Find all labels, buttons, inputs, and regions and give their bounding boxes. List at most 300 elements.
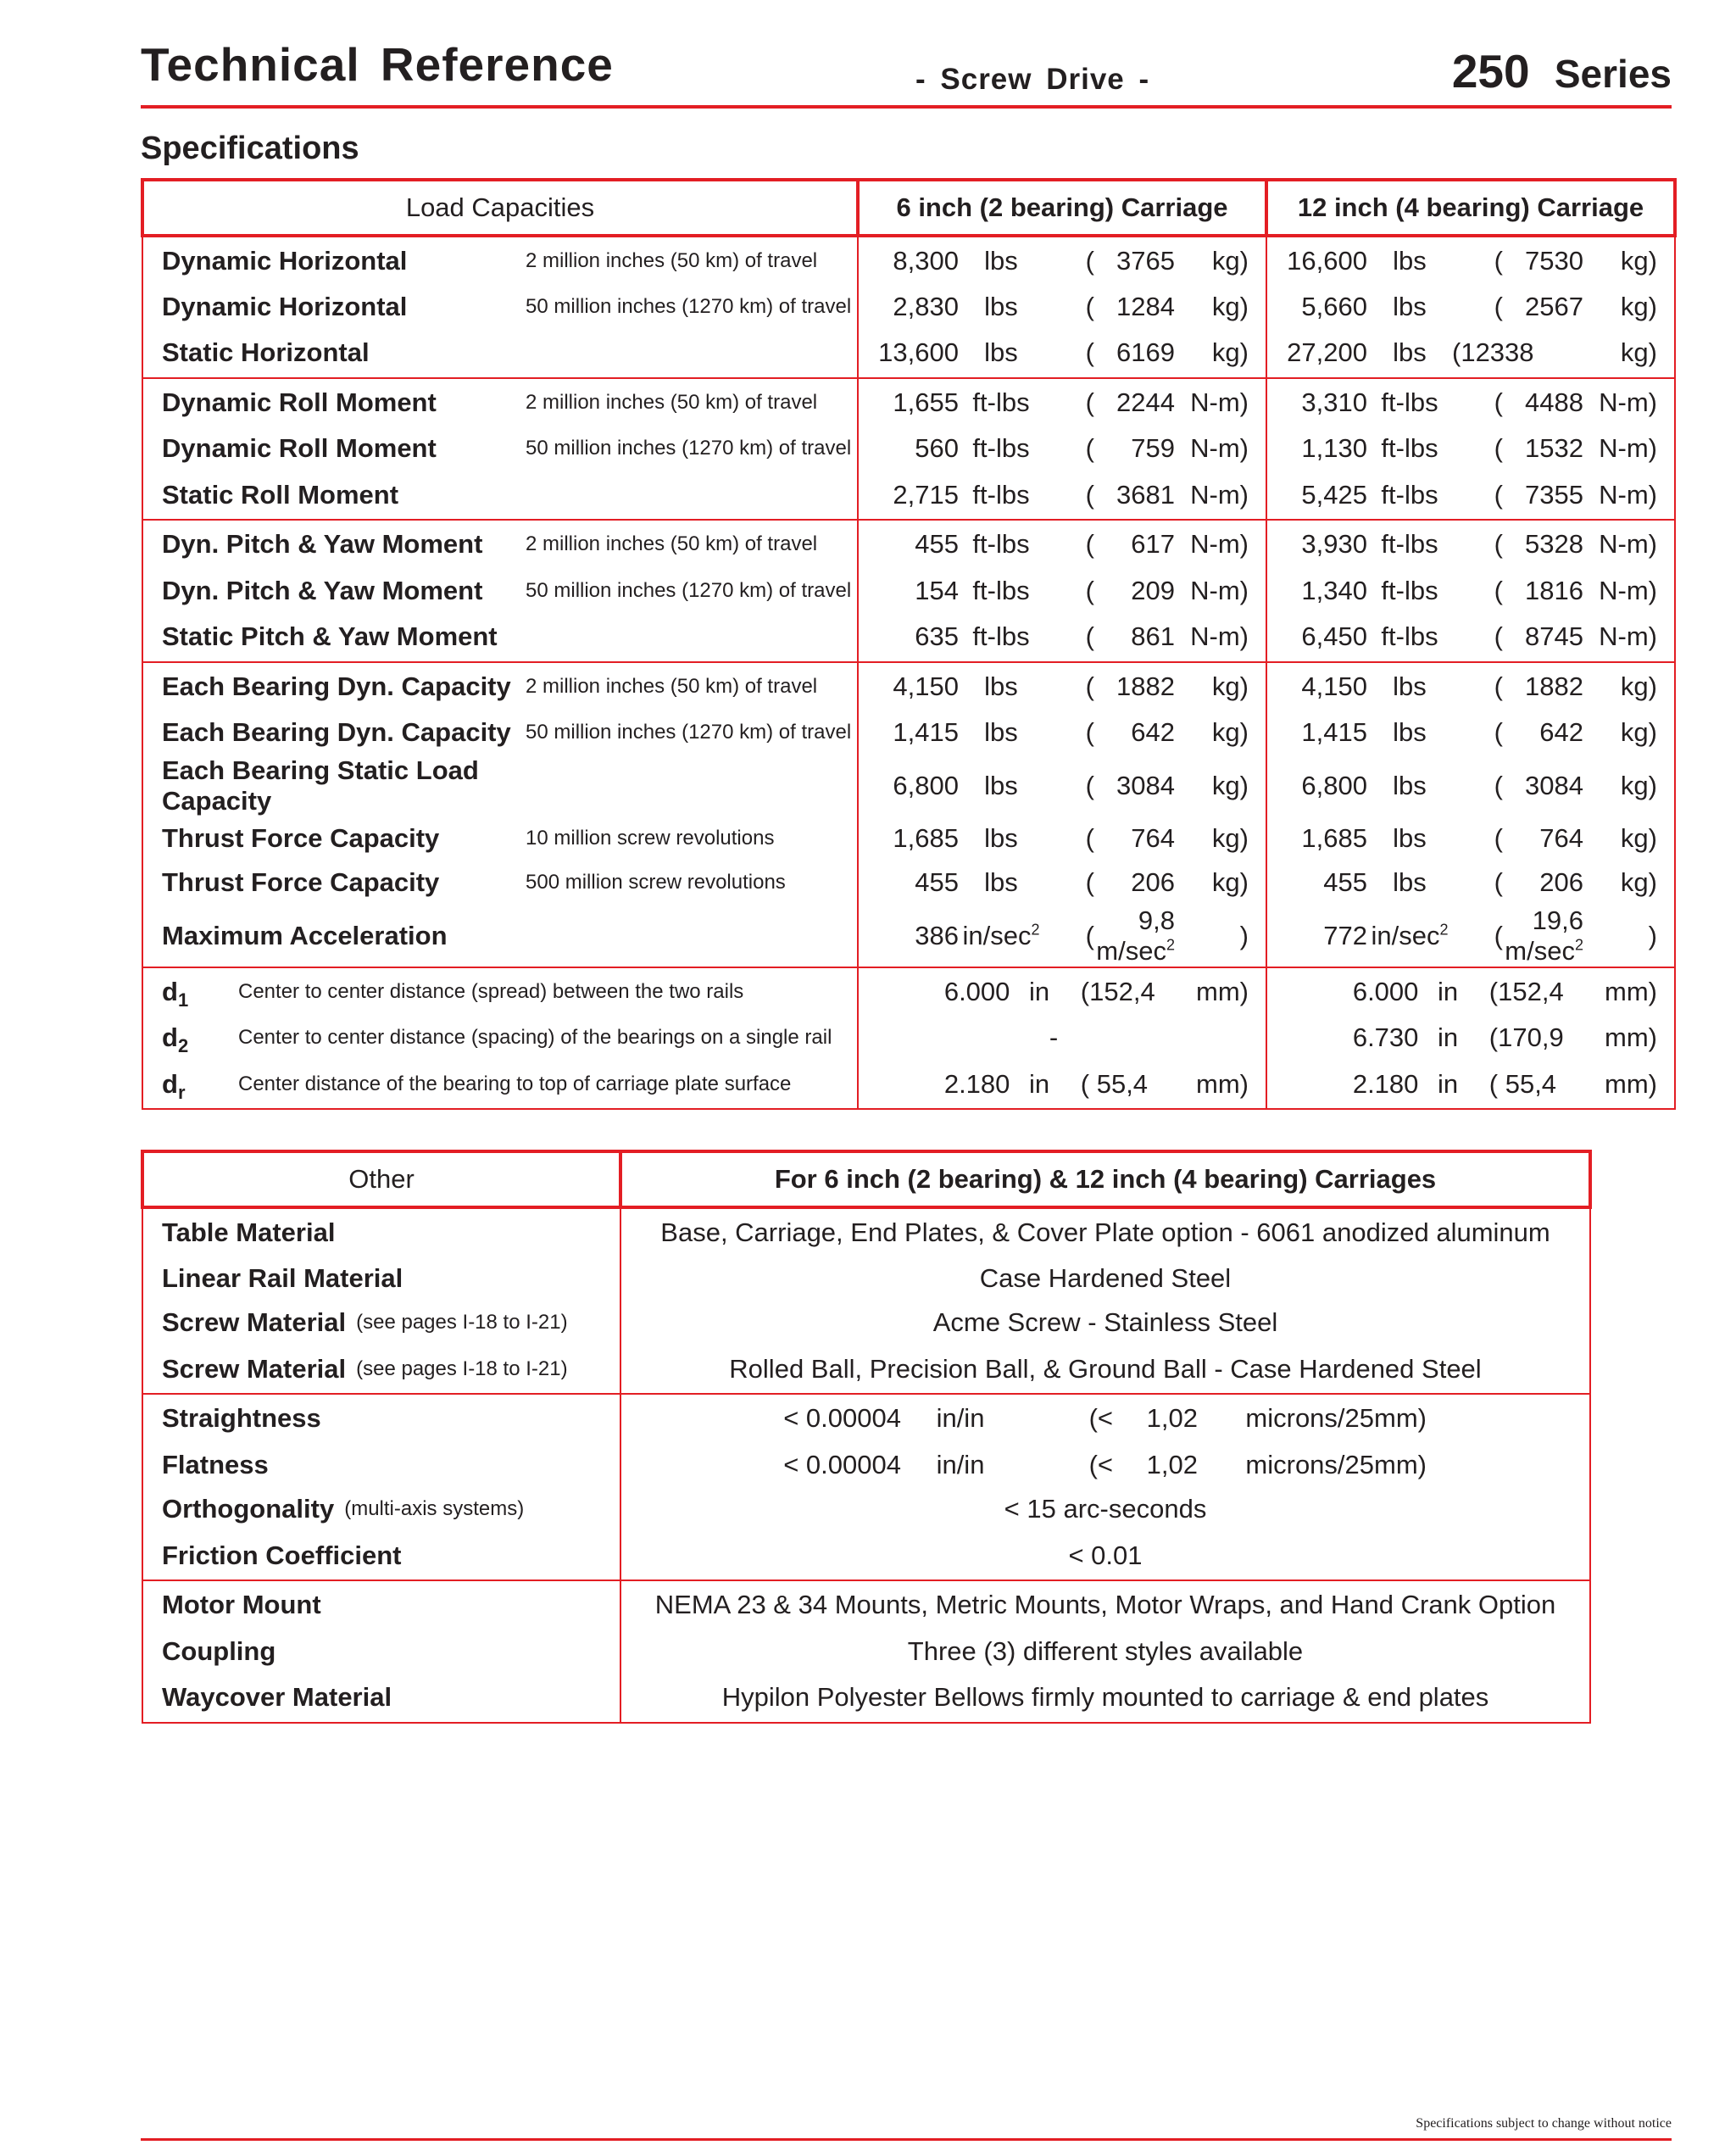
value-part: $in/\sec^2$ bbox=[962, 920, 1040, 950]
value-part: ( bbox=[1494, 621, 1503, 652]
row-label-cell bbox=[142, 378, 858, 427]
value-part: 5,660 bbox=[1301, 291, 1367, 321]
header-rule bbox=[141, 105, 1672, 109]
row-note: 50 million inches (1270 km) of travel bbox=[526, 578, 852, 602]
row-note: 50 million inches (1270 km) of travel bbox=[526, 294, 852, 318]
value-part: < 0.00004 bbox=[783, 1449, 901, 1479]
value-part: (170,9 bbox=[1488, 1022, 1564, 1053]
value-part: 206 bbox=[1539, 867, 1583, 898]
cell-12inch bbox=[1266, 967, 1675, 1017]
value-part: 4488 bbox=[1525, 387, 1583, 417]
table-row bbox=[142, 285, 1675, 330]
value-part: 4,150 bbox=[893, 671, 959, 701]
value-part: ( bbox=[1494, 529, 1503, 560]
label-group bbox=[162, 387, 857, 418]
row-value-cell bbox=[620, 1207, 1590, 1256]
value-part: 7355 bbox=[1525, 479, 1583, 510]
value-part: 560 bbox=[915, 433, 959, 464]
other-specs-table bbox=[141, 1150, 1592, 1724]
row-label-cell bbox=[142, 1394, 620, 1443]
value-group bbox=[859, 867, 1266, 898]
value-part: $in/\sec^2$ bbox=[1371, 920, 1449, 950]
value-part: 3,310 bbox=[1301, 387, 1367, 417]
value-part: N-m) bbox=[1190, 575, 1249, 605]
table-header-row bbox=[142, 1151, 1590, 1207]
value-part: 455 bbox=[915, 867, 959, 898]
value-group bbox=[859, 576, 1266, 606]
cell-12inch bbox=[1266, 520, 1675, 569]
value-part: kg) bbox=[1620, 822, 1657, 853]
table-row bbox=[142, 1580, 1590, 1630]
row-label: Static Horizontal bbox=[162, 337, 370, 368]
row-label: Flatness bbox=[162, 1449, 269, 1479]
label-group bbox=[162, 1403, 620, 1434]
value-part: 8,300 bbox=[893, 245, 959, 276]
value-part: ( bbox=[1494, 479, 1503, 510]
row-label: Dynamic Horizontal bbox=[162, 291, 408, 321]
label-group bbox=[162, 1022, 857, 1057]
value-part: lbs bbox=[1393, 717, 1427, 748]
row-value: Hypilon Polyester Bellows firmly mounted to carriage & end plates bbox=[721, 1682, 1489, 1713]
row-label: Dynamic Roll Moment bbox=[162, 433, 437, 464]
row-label-cell bbox=[142, 1443, 620, 1488]
value-part: ft-lbs bbox=[1381, 387, 1438, 417]
value-part: 1532 bbox=[1525, 433, 1583, 464]
row-label: Static Roll Moment bbox=[162, 479, 399, 510]
value-part: ft-lbs bbox=[972, 575, 1030, 605]
value-part: ( bbox=[1085, 717, 1094, 748]
label-group bbox=[162, 1068, 857, 1103]
label-group bbox=[162, 1494, 620, 1524]
distance-letter: d bbox=[162, 1068, 178, 1099]
cell-6inch bbox=[858, 755, 1266, 816]
value-part: lbs bbox=[984, 671, 1018, 701]
value-part: 1,685 bbox=[1301, 822, 1367, 853]
value-part: ( bbox=[1494, 671, 1503, 701]
value-group bbox=[621, 1403, 1649, 1434]
value-part: mm) bbox=[1605, 1068, 1657, 1099]
value-part: 7530 bbox=[1525, 245, 1583, 276]
value-part: mm) bbox=[1605, 1022, 1657, 1053]
page-subtitle: - Screw Drive - bbox=[915, 63, 1150, 96]
value-part: ( bbox=[1085, 245, 1094, 276]
header-carriages: For 6 inch (2 bearing) & 12 inch (4 bearing) Carriages bbox=[620, 1151, 1590, 1207]
value-part: in bbox=[1029, 1068, 1050, 1099]
value-part: 5,425 bbox=[1301, 479, 1367, 510]
label-group bbox=[162, 867, 857, 898]
value-dash: - bbox=[1049, 1022, 1059, 1053]
value-part: kg) bbox=[1211, 671, 1249, 701]
value-part: ( bbox=[1085, 867, 1094, 898]
row-value-cell bbox=[620, 1487, 1590, 1532]
row-label: Dyn. Pitch & Yaw Moment bbox=[162, 575, 483, 605]
cell-12inch bbox=[1266, 816, 1675, 861]
row-label: Maximum Acceleration bbox=[162, 920, 448, 950]
row-value: NEMA 23 & 34 Mounts, Metric Mounts, Motor Wraps, and Hand Crank Option bbox=[654, 1590, 1556, 1620]
value-part: in/in bbox=[936, 1403, 985, 1434]
value-part: 3681 bbox=[1116, 479, 1175, 510]
value-group bbox=[1267, 905, 1674, 967]
cell-12inch bbox=[1266, 1061, 1675, 1110]
superscript: 2 bbox=[1439, 921, 1449, 939]
label-group bbox=[162, 621, 857, 652]
value-part: kg) bbox=[1211, 867, 1249, 898]
row-label-cell bbox=[142, 471, 858, 521]
value-group bbox=[1267, 717, 1674, 748]
value-part: ( bbox=[1085, 822, 1094, 853]
value-part: 1882 bbox=[1116, 671, 1175, 701]
row-label: Orthogonality bbox=[162, 1494, 335, 1524]
row-note: 2 million inches (50 km) of travel bbox=[526, 674, 818, 698]
value-group bbox=[1267, 977, 1674, 1007]
row-label: Motor Mount bbox=[162, 1590, 321, 1620]
value-part: lbs bbox=[984, 822, 1018, 853]
row-note: 10 million screw revolutions bbox=[526, 826, 775, 850]
value-group bbox=[1267, 480, 1674, 510]
cell-12inch bbox=[1266, 426, 1675, 471]
row-label: Dyn. Pitch & Yaw Moment bbox=[162, 529, 483, 560]
value-part: 2244 bbox=[1116, 387, 1175, 417]
value-part: 1,340 bbox=[1301, 575, 1367, 605]
cell-12inch bbox=[1266, 662, 1675, 711]
value-part: 6,450 bbox=[1301, 621, 1367, 652]
row-label-cell bbox=[142, 816, 858, 861]
distance-label-cell bbox=[142, 967, 858, 1017]
row-label-cell bbox=[142, 285, 858, 330]
value-part: (< bbox=[1088, 1449, 1113, 1479]
value-part: ft-lbs bbox=[972, 529, 1030, 560]
cell-12inch bbox=[1266, 613, 1675, 662]
row-label-cell bbox=[142, 755, 858, 816]
value-group bbox=[1267, 671, 1674, 702]
page-title: Technical Reference bbox=[141, 38, 614, 91]
cell-6inch bbox=[858, 662, 1266, 711]
row-note: 2 million inches (50 km) of travel bbox=[526, 390, 818, 414]
distance-description: Center to center distance (spread) between the two rails bbox=[238, 979, 744, 1003]
value-part: 642 bbox=[1539, 717, 1583, 748]
row-label: Waycover Material bbox=[162, 1682, 392, 1713]
value-part: lbs bbox=[1393, 770, 1427, 800]
label-group bbox=[162, 337, 857, 368]
row-label-cell bbox=[142, 329, 858, 378]
value-part: ( bbox=[1085, 337, 1094, 368]
value-group bbox=[859, 671, 1266, 702]
value-part: ( bbox=[1494, 245, 1503, 276]
value-part: kg) bbox=[1620, 245, 1657, 276]
table-row bbox=[142, 755, 1675, 816]
cell-6inch bbox=[858, 710, 1266, 755]
row-value: Acme Screw - Stainless Steel bbox=[932, 1307, 1278, 1338]
value-part: lbs bbox=[1393, 245, 1427, 276]
row-label: Static Pitch & Yaw Moment bbox=[162, 621, 498, 652]
distance-subscript: r bbox=[177, 1081, 186, 1103]
value-part: kg) bbox=[1211, 770, 1249, 800]
distance-row bbox=[142, 1016, 1675, 1061]
row-label: Screw Material bbox=[162, 1307, 347, 1338]
cell-6inch bbox=[858, 569, 1266, 614]
value-group bbox=[859, 621, 1266, 652]
label-group bbox=[162, 755, 857, 816]
value-group bbox=[859, 292, 1266, 322]
row-value-cell bbox=[620, 1301, 1590, 1346]
value-part: lbs bbox=[1393, 671, 1427, 701]
superscript: 2 bbox=[1574, 936, 1583, 954]
value-group bbox=[1267, 867, 1674, 898]
value-part: ) bbox=[1648, 920, 1657, 950]
value-part: ( bbox=[1085, 479, 1094, 510]
distance-description: Center to center distance (spacing) of the bearings on a single rail bbox=[238, 1026, 832, 1050]
value-part: ( bbox=[1494, 822, 1503, 853]
value-part: N-m) bbox=[1190, 479, 1249, 510]
value-part: 764 bbox=[1539, 822, 1583, 853]
value-part: 209 bbox=[1131, 575, 1175, 605]
value-part: ( 55,4 bbox=[1488, 1068, 1557, 1099]
series-number: 250 bbox=[1451, 45, 1530, 98]
value-group bbox=[859, 337, 1266, 368]
cell-12inch bbox=[1266, 236, 1675, 285]
value-part: ft-lbs bbox=[972, 433, 1030, 464]
row-label: Thrust Force Capacity bbox=[162, 867, 440, 898]
cell-12inch bbox=[1266, 905, 1675, 967]
row-label: Each Bearing Dyn. Capacity bbox=[162, 671, 511, 701]
cell-12inch bbox=[1266, 569, 1675, 614]
value-part: 3765 bbox=[1116, 245, 1175, 276]
table-row bbox=[142, 236, 1675, 285]
row-label: Thrust Force Capacity bbox=[162, 822, 440, 853]
value-part: ( bbox=[1494, 867, 1503, 898]
value-part: lbs bbox=[984, 291, 1018, 321]
row-value: Base, Carriage, End Plates, & Cover Plate option - 6061 anodized aluminum bbox=[660, 1217, 1550, 1247]
label-group bbox=[162, 1540, 620, 1571]
cell-6inch bbox=[858, 426, 1266, 471]
value-part: lbs bbox=[1393, 337, 1427, 368]
section-heading: Specifications bbox=[141, 131, 359, 166]
value-part: 19,6 $m/\sec^2$ bbox=[1505, 905, 1583, 966]
label-group bbox=[162, 921, 857, 951]
row-label-cell bbox=[142, 905, 858, 967]
label-group bbox=[162, 576, 857, 606]
value-part: 1284 bbox=[1116, 291, 1175, 321]
cell-6inch bbox=[858, 613, 1266, 662]
value-part: 4,150 bbox=[1301, 671, 1367, 701]
value-group bbox=[859, 1022, 1266, 1053]
value-part: (< bbox=[1088, 1403, 1113, 1434]
value-part: (152,4 bbox=[1080, 976, 1155, 1006]
cell-12inch bbox=[1266, 285, 1675, 330]
value-part: ( bbox=[1494, 433, 1503, 464]
value-part: kg) bbox=[1620, 770, 1657, 800]
value-part: (12338 bbox=[1452, 337, 1534, 368]
value-group bbox=[859, 246, 1266, 276]
value-part: 1,655 bbox=[893, 387, 959, 417]
row-value-cell bbox=[620, 1256, 1590, 1301]
value-part: kg) bbox=[1620, 867, 1657, 898]
distance-letter: d bbox=[162, 1022, 178, 1053]
value-part: in/in bbox=[936, 1449, 985, 1479]
superscript: 2 bbox=[1031, 921, 1040, 939]
row-label: Dynamic Roll Moment bbox=[162, 387, 437, 417]
value-group bbox=[1267, 387, 1674, 418]
distance-label-cell bbox=[142, 1016, 858, 1061]
label-group bbox=[162, 529, 857, 560]
value-part: in bbox=[1438, 1022, 1459, 1053]
value-part: N-m) bbox=[1599, 575, 1657, 605]
value-part: kg) bbox=[1211, 822, 1249, 853]
table-row bbox=[142, 1630, 1590, 1674]
value-part: N-m) bbox=[1190, 387, 1249, 417]
value-part: ft-lbs bbox=[1381, 621, 1438, 652]
value-part: ft-lbs bbox=[972, 479, 1030, 510]
value-part: 2,715 bbox=[893, 479, 959, 510]
value-part: 2.180 bbox=[1352, 1068, 1419, 1099]
value-part: 2.180 bbox=[943, 1068, 1010, 1099]
row-note: 2 million inches (50 km) of travel bbox=[526, 248, 818, 272]
row-label-cell bbox=[142, 1207, 620, 1256]
header-load-capacities: Load Capacities bbox=[142, 180, 858, 236]
value-part: kg) bbox=[1620, 291, 1657, 321]
row-note: (multi-axis systems) bbox=[344, 1497, 525, 1521]
distance-label-cell bbox=[142, 1061, 858, 1110]
value-part: 6169 bbox=[1116, 337, 1175, 368]
value-part: 13,600 bbox=[878, 337, 959, 368]
cell-12inch bbox=[1266, 1016, 1675, 1061]
label-group bbox=[162, 671, 857, 702]
table-row bbox=[142, 1207, 1590, 1256]
value-part: 154 bbox=[915, 575, 959, 605]
value-part: 861 bbox=[1131, 621, 1175, 652]
value-group bbox=[1267, 246, 1674, 276]
row-label: Each Bearing Static Load Capacity bbox=[162, 755, 479, 816]
value-part: ( bbox=[1085, 920, 1094, 950]
value-part: 764 bbox=[1131, 822, 1175, 853]
label-group bbox=[162, 433, 857, 464]
value-part: N-m) bbox=[1599, 621, 1657, 652]
label-group bbox=[162, 246, 857, 276]
value-group bbox=[1267, 1022, 1674, 1053]
value-part: 1,130 bbox=[1301, 433, 1367, 464]
distance-row bbox=[142, 967, 1675, 1017]
value-part: < 0.00004 bbox=[783, 1403, 901, 1434]
label-group bbox=[162, 1590, 620, 1620]
row-note: 50 million inches (1270 km) of travel bbox=[526, 437, 852, 460]
footer-rule bbox=[141, 2138, 1672, 2141]
value-part: in bbox=[1438, 1068, 1459, 1099]
value-part: kg) bbox=[1211, 337, 1249, 368]
row-label-cell bbox=[142, 710, 858, 755]
value-group bbox=[859, 1069, 1266, 1100]
value-part: mm) bbox=[1196, 1068, 1249, 1099]
row-note: (see pages I-18 to I-21) bbox=[356, 1311, 568, 1334]
value-part: 6.730 bbox=[1352, 1022, 1419, 1053]
value-part: 759 bbox=[1131, 433, 1175, 464]
value-part: kg) bbox=[1211, 245, 1249, 276]
header-12inch-carriage: 12 inch (4 bearing) Carriage bbox=[1266, 180, 1675, 236]
value-group bbox=[859, 387, 1266, 418]
value-part: ( bbox=[1085, 621, 1094, 652]
row-value-cell bbox=[620, 1674, 1590, 1723]
label-group bbox=[162, 1263, 620, 1294]
label-group bbox=[162, 1307, 620, 1338]
row-label-cell bbox=[142, 1532, 620, 1581]
value-part: lbs bbox=[1393, 822, 1427, 853]
value-part: 6.000 bbox=[943, 976, 1010, 1006]
distance-symbol bbox=[162, 1068, 238, 1103]
value-part: 6,800 bbox=[1301, 770, 1367, 800]
load-capacities-table bbox=[141, 178, 1677, 1110]
cell-12inch bbox=[1266, 471, 1675, 521]
value-part: ft-lbs bbox=[1381, 575, 1438, 605]
cell-12inch bbox=[1266, 378, 1675, 427]
superscript: 2 bbox=[1166, 936, 1175, 954]
value-part: 3084 bbox=[1525, 770, 1583, 800]
distance-letter: d bbox=[162, 976, 178, 1006]
value-part: in bbox=[1029, 976, 1050, 1006]
value-group bbox=[1267, 337, 1674, 368]
row-label-cell bbox=[142, 1580, 620, 1630]
value-group bbox=[1267, 433, 1674, 464]
row-label: Friction Coefficient bbox=[162, 1540, 402, 1570]
value-part: N-m) bbox=[1190, 529, 1249, 560]
value-part: 9,8 $m/\sec^2$ bbox=[1096, 905, 1175, 966]
value-part: kg) bbox=[1620, 671, 1657, 701]
row-note: 2 million inches (50 km) of travel bbox=[526, 532, 818, 556]
cell-6inch bbox=[858, 967, 1266, 1017]
value-part: 6.000 bbox=[1352, 976, 1419, 1006]
table-row bbox=[142, 378, 1675, 427]
label-group bbox=[162, 1354, 620, 1384]
label-group bbox=[162, 1682, 620, 1713]
value-part: microns/25mm) bbox=[1245, 1403, 1427, 1434]
row-value-cell bbox=[620, 1580, 1590, 1630]
series-word: Series bbox=[1554, 52, 1672, 96]
cell-6inch bbox=[858, 329, 1266, 378]
value-group bbox=[859, 480, 1266, 510]
value-part: 386 bbox=[915, 920, 959, 950]
value-part: mm) bbox=[1196, 976, 1249, 1006]
value-part: ( bbox=[1494, 575, 1503, 605]
table-row bbox=[142, 1674, 1590, 1723]
value-part: ( bbox=[1085, 575, 1094, 605]
distance-row bbox=[142, 1061, 1675, 1110]
value-group bbox=[621, 1450, 1649, 1480]
value-part: ft-lbs bbox=[1381, 433, 1438, 464]
value-part: N-m) bbox=[1599, 433, 1657, 464]
value-part: 455 bbox=[1323, 867, 1367, 898]
header-other: Other bbox=[142, 1151, 620, 1207]
row-label-cell bbox=[142, 613, 858, 662]
row-value-cell bbox=[620, 1532, 1590, 1581]
table-row bbox=[142, 662, 1675, 711]
value-part: ft-lbs bbox=[1381, 479, 1438, 510]
value-part: 1,415 bbox=[893, 717, 959, 748]
label-group bbox=[162, 1636, 620, 1667]
value-group bbox=[1267, 529, 1674, 560]
footnote: Specifications subject to change without notice bbox=[1416, 2116, 1672, 2131]
cell-12inch bbox=[1266, 329, 1675, 378]
row-label-cell bbox=[142, 426, 858, 471]
value-part: mm) bbox=[1605, 976, 1657, 1006]
row-label-cell bbox=[142, 1674, 620, 1723]
cell-6inch bbox=[858, 861, 1266, 905]
value-part: microns/25mm) bbox=[1245, 1449, 1427, 1479]
value-part: ft-lbs bbox=[972, 387, 1030, 417]
value-part: ( bbox=[1494, 770, 1503, 800]
value-part: kg) bbox=[1211, 291, 1249, 321]
value-part: 3,930 bbox=[1301, 529, 1367, 560]
value-part: in bbox=[1438, 976, 1459, 1006]
value-part: N-m) bbox=[1599, 529, 1657, 560]
value-part: 206 bbox=[1131, 867, 1175, 898]
